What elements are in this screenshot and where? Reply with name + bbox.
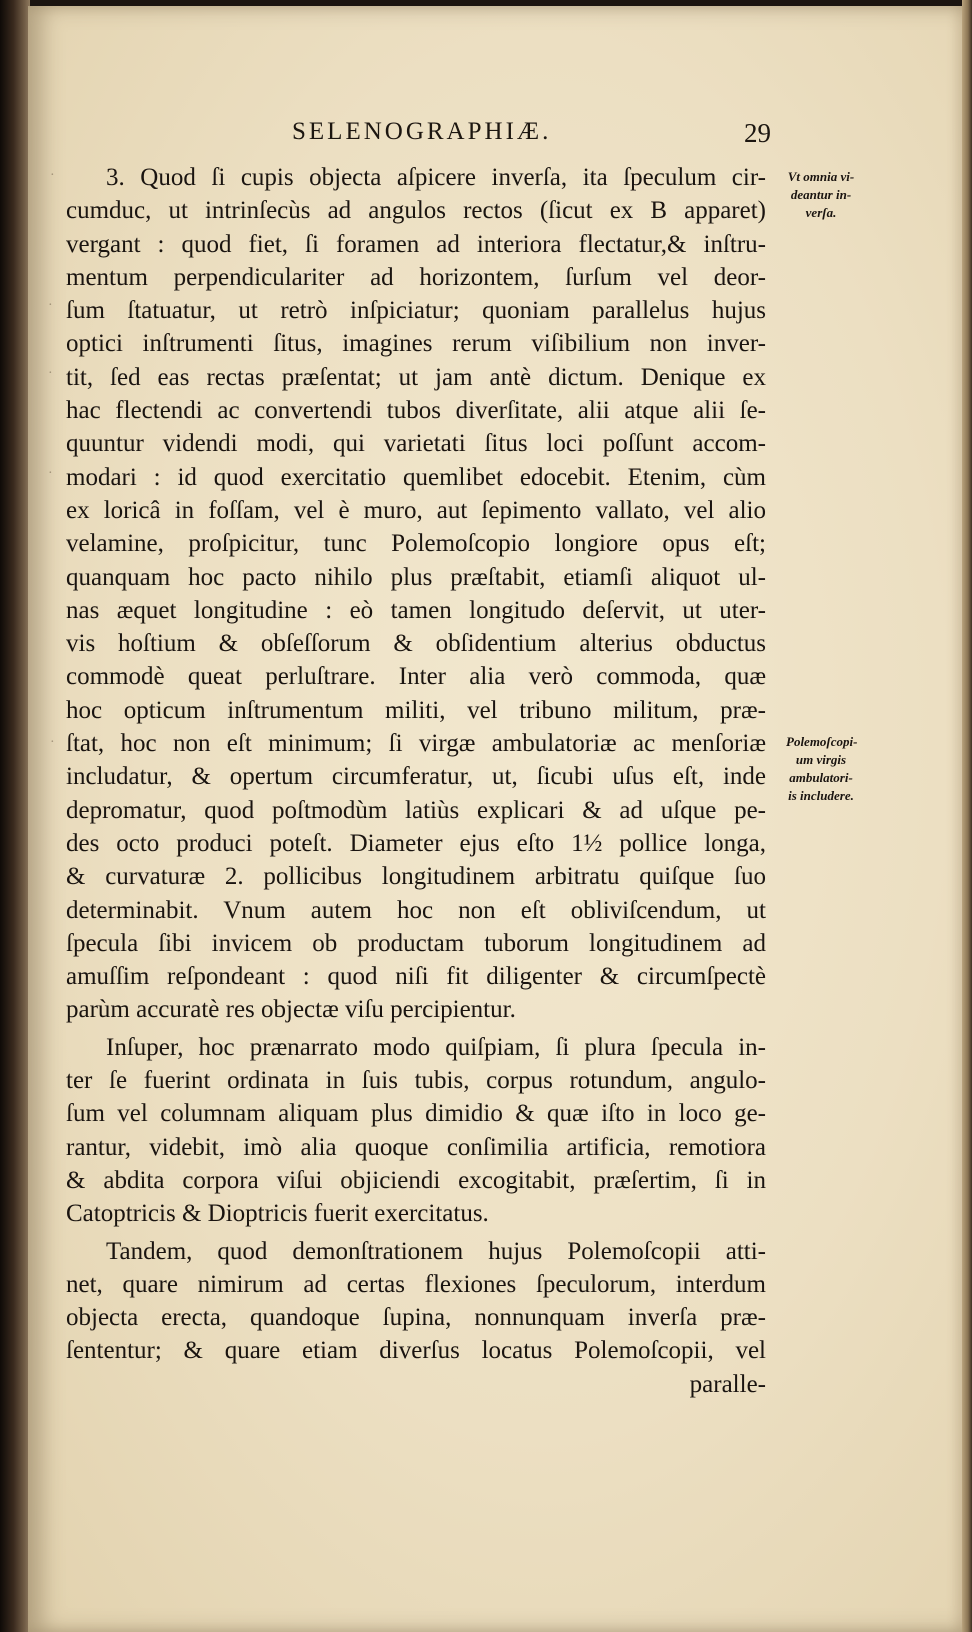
margin-note-line: Polemoſcopi- — [786, 734, 858, 749]
text-line: commodè queat perluſtrare. Inter alia verò commoda, quæ — [66, 663, 766, 691]
text-line: Catoptricis & Dioptricis fuerit exercitatus. — [66, 1200, 489, 1228]
text-line: hac flectendi ac convertendi tubos diverſitate, alii atque alii ſe- — [66, 397, 766, 425]
margin-note-line: deantur in- — [790, 187, 852, 202]
text-line: ſum vel columnam aliquam plus dimidio & quæ iſto in loco ge- — [66, 1100, 766, 1128]
ink-speck: · — [50, 735, 55, 750]
running-title: SELENOGRAPHIÆ. — [292, 118, 552, 145]
margin-note-line: ambulatori- — [789, 770, 853, 785]
text-line: tit, ſed eas rectas præſentat; ut jam antè dictum. Denique ex — [66, 363, 766, 391]
text-line: Tandem, quod demonſtrationem hujus Polemoſcopii atti- — [106, 1237, 766, 1265]
text-line: hoc opticum inſtrumentum militi, vel tribuno militum, præ- — [66, 696, 766, 724]
text-line: optici inſtrumenti ſitus, imagines rerum viſibilium non inver- — [66, 330, 766, 358]
text-line: ſententur; & quare etiam diverſus locatus Polemoſcopii, vel — [66, 1337, 766, 1365]
text-line: ter ſe fuerint ordinata in ſuis tubis, corpus rotundum, angulo- — [66, 1067, 766, 1095]
ink-speck: · — [48, 466, 53, 481]
text-line: & abdita corpora viſui objiciendi excogitabit, præſertim, ſi in — [66, 1166, 766, 1194]
book-binding-shadow — [0, 0, 30, 1632]
catchword: paralle- — [689, 1370, 766, 1398]
text-line: ſtat, hoc non eſt minimum; ſi virgæ ambulatoriæ ac menſoriæ — [66, 730, 766, 758]
text-line: ſpecula ſibi invicem ob productam tuborum longitudinem ad — [66, 929, 766, 957]
text-line: determinabit. Vnum autem hoc non eſt obliviſcendum, ut — [66, 896, 766, 924]
text-line: rantur, videbit, imò alia quoque conſimilia artificia, remotiora — [66, 1133, 766, 1161]
text-line: 3. Quod ſi cupis objecta aſpicere inverſa, ita ſpeculum cir- — [106, 164, 766, 191]
text-line: & curvaturæ 2. pollicibus longitudinem arbitratu quiſque ſuo — [66, 863, 766, 891]
ink-speck: · — [48, 366, 53, 381]
text-line: nas æquet longitudine : eò tamen longitudo deſervit, ut uter- — [66, 596, 766, 624]
margin-note-inversa — [786, 168, 856, 222]
margin-note-line: um virgis — [795, 752, 847, 767]
text-line: cumduc, ut intrinſecùs ad angulos rectos (ſicut ex B apparet) — [66, 197, 766, 225]
margin-note-line: Vt omnia vi- — [787, 169, 855, 184]
text-line: quuntur videndi modi, qui varietati ſitus loci poſſunt accom- — [66, 430, 766, 458]
text-line: includatur, & opertum circumferatur, ut, ſicubi uſus eſt, inde — [66, 763, 766, 791]
text-line: vis hoſtium & obſeſſorum & obſidentium alterius obductus — [66, 630, 766, 658]
text-line: objecta erecta, quandoque ſupina, nonnunquam inverſa præ- — [66, 1304, 766, 1332]
text-line: velamine, proſpicitur, tunc Polemoſcopio longiore opus eſt; — [66, 530, 766, 558]
text-line: des octo produci poteſt. Diameter ejus eſto 1½ pollice longa, — [66, 829, 766, 857]
page-number: 29 — [744, 118, 771, 148]
text-line: Inſuper, hoc prænarrato modo quiſpiam, ſi plura ſpecula in- — [106, 1033, 766, 1061]
text-line: ex loricâ in foſſam, vel è muro, aut ſepimento vallato, vel alio — [66, 496, 766, 524]
margin-note-line: verſa. — [805, 205, 837, 220]
ink-speck: · — [50, 168, 55, 183]
page-edge — [962, 0, 972, 1632]
margin-note-line: is includere. — [788, 788, 854, 803]
text-line: quanquam hoc pacto nihilo plus præſtabit, etiamſi aliquot ul- — [66, 563, 766, 591]
margin-note-polemoscopium — [786, 733, 856, 805]
text-line: net, quare nimirum ad certas flexiones ſpeculorum, interdum — [66, 1270, 766, 1298]
text-line: parùm accuratè res objectæ viſu percipientur. — [66, 996, 516, 1024]
body-text — [66, 161, 766, 1401]
text-line: amuſſim reſpondeant : quod niſi fit diligenter & circumſpectè — [66, 963, 766, 991]
text-line: ſum ſtatuatur, ut retrò inſpiciatur; quoniam parallelus hujus — [66, 297, 766, 325]
ink-speck: · — [48, 298, 53, 313]
text-line: vergant : quod fiet, ſi foramen ad interiora flectatur,& inſtru- — [66, 230, 766, 258]
text-line: mentum perpendiculariter ad horizontem, ſurſum vel deor- — [66, 263, 766, 291]
page-header — [0, 118, 972, 154]
text-line: modari : id quod exercitatio quemlibet edocebit. Etenim, cùm — [66, 463, 766, 491]
text-line: depromatur, quod poſtmodùm latiùs explicari & ad uſque pe- — [66, 796, 766, 824]
